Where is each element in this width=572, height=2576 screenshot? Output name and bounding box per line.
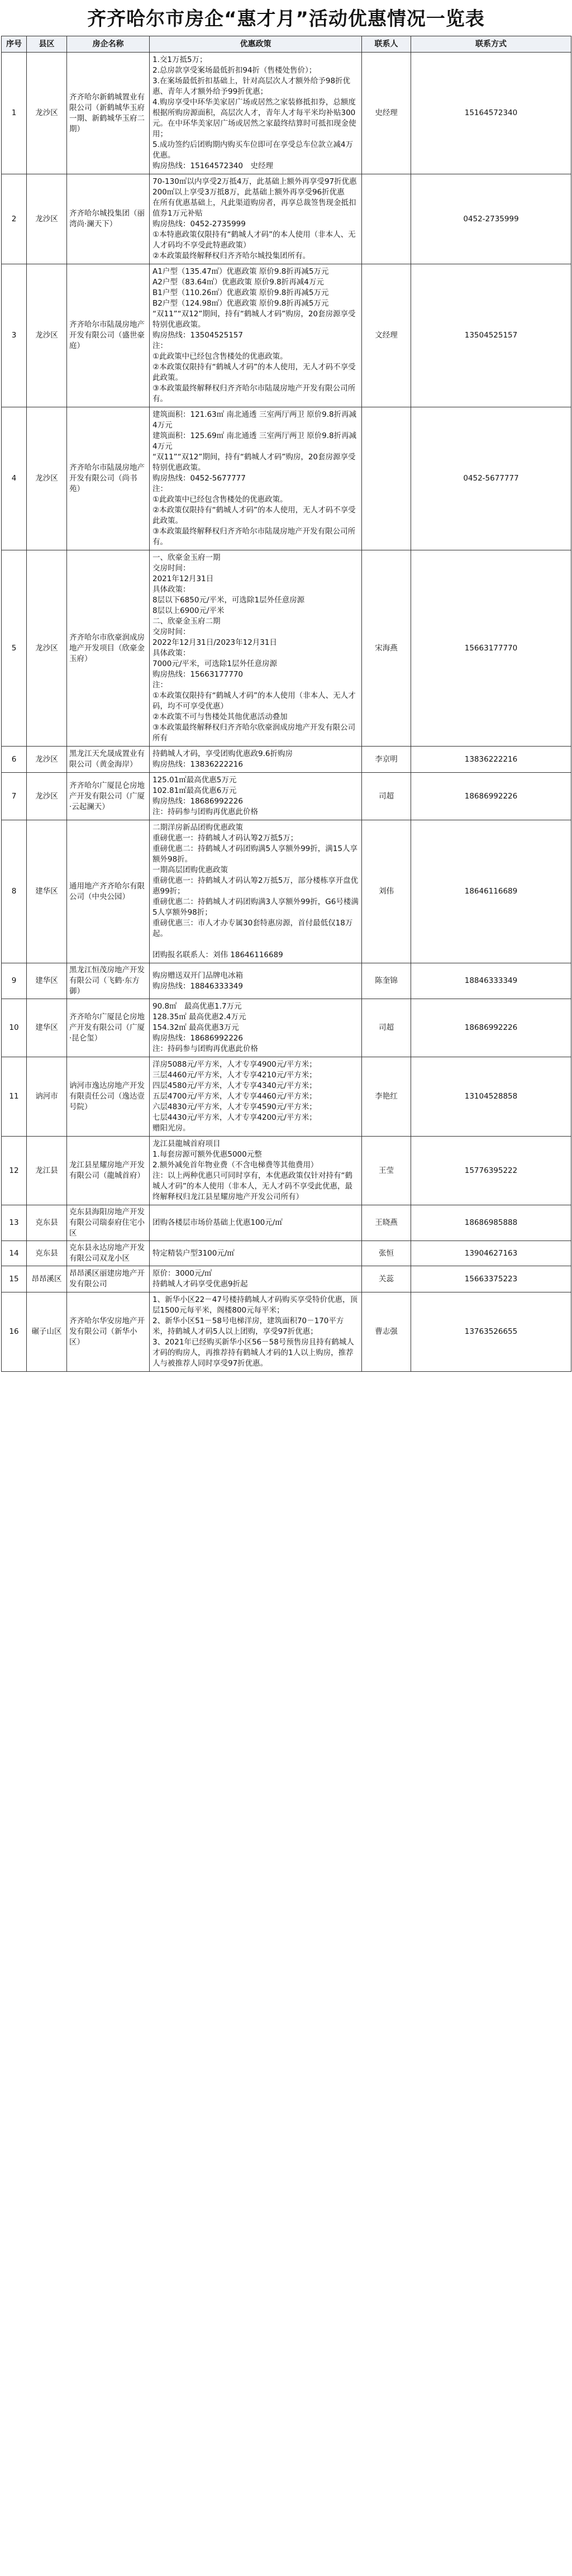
row-district: 龙沙区 bbox=[27, 773, 67, 820]
offer-line: 注：持码参与团购再优惠此价格 bbox=[152, 1044, 258, 1053]
row-contact: 陈奎锦 bbox=[362, 963, 411, 999]
offer-line: 重磅优惠三：市人才办专属30套特惠房源，首付最低仅18万起。 bbox=[152, 919, 353, 938]
offer-line: 1.每套房源可额外优惠5000元整 bbox=[152, 1150, 262, 1159]
row-seq: 16 bbox=[2, 1292, 27, 1372]
row-contact bbox=[362, 407, 411, 550]
row-contact: 王晓燕 bbox=[362, 1205, 411, 1241]
offer-line: 重磅优惠一：持鹤城人才码认筹2万抵5万； bbox=[152, 834, 298, 843]
row-phone: 0452-2735999 bbox=[411, 174, 571, 264]
offer-line: 4.购房享受中环华美家居广场或居然之家装修抵扣券，总额度根据所购房源面积，高层次人才，青年人才每平米均补贴300元。在中环华美家居广场或居然之家最终结算时可抵扣现金使用； bbox=[152, 98, 356, 139]
row-contact: 宋海燕 bbox=[362, 550, 411, 747]
row-offer bbox=[150, 1057, 362, 1137]
table-row bbox=[2, 1266, 571, 1292]
header-company: 房企名称 bbox=[67, 36, 150, 53]
row-offer bbox=[150, 747, 362, 773]
row-company: 齐齐哈尔华安房地产开发有限公司（新华小区） bbox=[67, 1292, 150, 1372]
offer-line: 一、欣豪金玉府一期 bbox=[152, 553, 221, 562]
offer-line: “双11”“双12”期间，持有“鹤城人才码”购房，20套房源享受特别优惠政策。 bbox=[152, 453, 356, 472]
offer-line: A2户型（83.64㎡）优惠政策 原价9.8折再减4万元 bbox=[152, 278, 324, 287]
offer-line: ③本政策最终解释权归齐齐哈尔市陆晟房地产开发有限公司所有。 bbox=[152, 384, 356, 403]
row-district: 龙江县 bbox=[27, 1137, 67, 1205]
offer-line: 在所有优惠基础上，凡此渠道购房者，再享总裁签售现金抵扣值券1万元补贴 bbox=[152, 198, 356, 218]
offer-line: 团购报名联系人：刘伟 18646116689 bbox=[152, 950, 283, 959]
offer-line: ②本政策不可与售楼处其他优惠活动叠加 bbox=[152, 712, 288, 721]
offer-line: 购房热线：18686992226 bbox=[152, 797, 243, 806]
offer-line: 具体政策： bbox=[152, 585, 190, 594]
row-company: 黑龙江天允晟成置业有限公司（黄金海岸） bbox=[67, 747, 150, 773]
offer-line: 2021年12月31日 bbox=[152, 574, 214, 583]
offer-line: 购房热线：18686992226 bbox=[152, 1034, 243, 1043]
row-offer bbox=[150, 1205, 362, 1241]
header-phone: 联系方式 bbox=[411, 36, 571, 53]
row-company: 齐齐哈尔城投集团（丽湾尚·澜天下） bbox=[67, 174, 150, 264]
offer-line: 五层4700元/平方米，人才专享4460元/平方米； bbox=[152, 1092, 317, 1101]
offer-line: “双11”“双12”期间，持有“鹤城人才码”购房，20套房源享受特别优惠政策。 bbox=[152, 310, 356, 329]
row-company: 齐齐哈尔市欣豪润成房地产开发项目（欣豪金玉府） bbox=[67, 550, 150, 747]
offer-line: 龙江县龍城首府项目 bbox=[152, 1139, 221, 1148]
header-district: 县区 bbox=[27, 36, 67, 53]
row-company: 齐齐哈尔广厦昆仑房地产开发有限公司（广厦·云起澜天） bbox=[67, 773, 150, 820]
offer-line: 二期洋房新品团购优惠政策 bbox=[152, 823, 243, 832]
row-offer bbox=[150, 1137, 362, 1205]
row-company: 齐齐哈尔市陆晟房地产开发有限公司（尚书苑） bbox=[67, 407, 150, 550]
row-phone: 13904627163 bbox=[411, 1241, 571, 1266]
row-seq: 12 bbox=[2, 1137, 27, 1205]
row-phone: 18686985888 bbox=[411, 1205, 571, 1241]
offer-line: 七层4430元/平方米，人才专享4200元/平方米； bbox=[152, 1113, 317, 1122]
table-row bbox=[2, 1205, 571, 1241]
table-row bbox=[2, 1137, 571, 1205]
offer-line: 5.成功签约后团购期内购买车位即可在享受总车位款立减4万优惠。 bbox=[152, 140, 353, 160]
row-offer bbox=[150, 53, 362, 174]
row-district: 克东县 bbox=[27, 1241, 67, 1266]
table-row bbox=[2, 1241, 571, 1266]
row-company: 齐齐哈尔广厦昆仑房地产开发有限公司（广厦·昆仑玺） bbox=[67, 999, 150, 1057]
discount-table bbox=[1, 36, 571, 1372]
offer-line: 2.额外减免首年物业费（不含电梯费等其他费用） bbox=[152, 1161, 318, 1170]
offer-line: 注： bbox=[152, 341, 168, 350]
row-district: 龙沙区 bbox=[27, 747, 67, 773]
row-district: 建华区 bbox=[27, 999, 67, 1057]
offer-line: 注：持码参与团购再优惠此价格 bbox=[152, 807, 258, 816]
offer-line: 洋房5088元/平方米，人才专享4900元/平方米； bbox=[152, 1060, 317, 1069]
page-title: 齐齐哈尔市房企“惠才月”活动优惠情况一览表 bbox=[87, 8, 485, 30]
offer-line: B1户型（110.26㎡）优惠政策 原价9.8折再减5万元 bbox=[152, 288, 329, 297]
offer-line: 六层4830元/平方米，人才专享4590元/平方米； bbox=[152, 1102, 317, 1111]
row-offer bbox=[150, 773, 362, 820]
offer-line: 重磅优惠一：持鹤城人才码认筹2万抵5万，部分楼栋享开盘优惠99折； bbox=[152, 876, 359, 896]
row-contact: 张恒 bbox=[362, 1241, 411, 1266]
row-seq: 6 bbox=[2, 747, 27, 773]
row-company: 讷河市逸达房地产开发有限责任公司（逸达壹号院） bbox=[67, 1057, 150, 1137]
offer-line: 购房热线：15164572340 史经理 bbox=[152, 161, 273, 170]
offer-line: 125.01㎡最高优惠5万元 bbox=[152, 776, 237, 785]
offer-line: 建筑面积：125.69㎡ 南北通透 三室两厅两卫 原价9.8折再减4万元 bbox=[152, 431, 357, 451]
offer-line: 3、2021年已经购买新华小区56－58号预售房且持有鹤城人才码的购房人，再推荐持有鹤城人才码的1人以上购房，推荐人与被推荐人同时享受97折优惠。 bbox=[152, 1338, 354, 1368]
offer-line: 3.在案场最低折扣基础上，针对高层次人才额外给予98折优惠、青年人才额外给予99折优惠； bbox=[152, 77, 351, 96]
row-phone: 15663177770 bbox=[411, 550, 571, 747]
row-contact: 王莹 bbox=[362, 1137, 411, 1205]
offer-line: ②本政策仅限持有“鹤城人才码”的本人使用，无人才码不享受此政策。 bbox=[152, 506, 356, 525]
header-contact: 联系人 bbox=[362, 36, 411, 53]
row-seq: 15 bbox=[2, 1266, 27, 1292]
row-district: 龙沙区 bbox=[27, 264, 67, 407]
row-contact bbox=[362, 174, 411, 264]
row-seq: 9 bbox=[2, 963, 27, 999]
offer-line: 交房时间： bbox=[152, 628, 190, 636]
offer-line: 建筑面积：121.63㎡ 南北通透 三室两厅两卫 原价9.8折再减4万元 bbox=[152, 410, 357, 430]
offer-line: 1、新华小区22－47号楼持鹤城人才码购买享受特价优惠，顶层1500元每平米，阁楼800元每平米； bbox=[152, 1295, 358, 1315]
offer-line: 8层以上6900元/平米 bbox=[152, 606, 225, 615]
row-phone: 18846333349 bbox=[411, 963, 571, 999]
offer-line: 2、新华小区51－58号电梯洋房，建筑面积70－170平方米，持鹤城人才码5人以上团购，享受97折优惠； bbox=[152, 1316, 344, 1336]
row-district: 昂昂溪区 bbox=[27, 1266, 67, 1292]
offer-line: 购房热线：18846333349 bbox=[152, 981, 243, 991]
row-district: 建华区 bbox=[27, 820, 67, 963]
row-district: 龙沙区 bbox=[27, 407, 67, 550]
offer-line: 70-130㎡以内享受2万抵4万，此基础上额外再享受97折优惠 bbox=[152, 177, 357, 186]
offer-line: ②本政策仅限持有“鹤城人才码”的本人使用，无人才码不享受此政策。 bbox=[152, 363, 356, 382]
row-contact: 史经理 bbox=[362, 53, 411, 174]
offer-line: ①此政策中已经包含售楼处的优惠政策。 bbox=[152, 495, 288, 504]
row-seq: 3 bbox=[2, 264, 27, 407]
row-district: 建华区 bbox=[27, 963, 67, 999]
row-company: 齐齐哈尔新鹤城置业有限公司（新鹤城华玉府一期、新鹤城华玉府二期） bbox=[67, 53, 150, 174]
row-seq: 13 bbox=[2, 1205, 27, 1241]
row-company: 克东县海阳房地产开发有限公司瑞泰府住宅小区 bbox=[67, 1205, 150, 1241]
row-contact: 刘伟 bbox=[362, 820, 411, 963]
row-district: 龙沙区 bbox=[27, 53, 67, 174]
row-contact: 李京明 bbox=[362, 747, 411, 773]
row-contact: 司超 bbox=[362, 773, 411, 820]
offer-line: 90.8㎡ 最高优惠1.7万元 bbox=[152, 1002, 242, 1011]
offer-line: 购房热线：13504525157 bbox=[152, 331, 243, 340]
row-phone: 0452-5677777 bbox=[411, 407, 571, 550]
offer-line: 三层4460元/平方米，人才专享4210元/平方米； bbox=[152, 1071, 317, 1080]
row-offer bbox=[150, 407, 362, 550]
row-seq: 10 bbox=[2, 999, 27, 1057]
offer-line: 1.交1万抵5万； bbox=[152, 55, 207, 64]
row-company: 齐齐哈尔市陆晟房地产开发有限公司（盛世豪庭） bbox=[67, 264, 150, 407]
row-district: 龙沙区 bbox=[27, 550, 67, 747]
table-row bbox=[2, 1292, 571, 1372]
row-phone: 15776395222 bbox=[411, 1137, 571, 1205]
offer-line: 持鹤城人才码，享受团购优惠政9.6折购房 bbox=[152, 749, 293, 758]
offer-line: ①本政策仅限持有“鹤城人才码”的本人使用（非本人、无人才码，均不可享受优惠） bbox=[152, 691, 356, 711]
offer-line: 购房热线：0452-2735999 bbox=[152, 220, 246, 229]
table-row bbox=[2, 820, 571, 963]
offer-line: 2.总房款享受案场最低折扣94折（售楼处售价）； bbox=[152, 66, 317, 75]
offer-line: 注： bbox=[152, 681, 168, 690]
row-seq: 4 bbox=[2, 407, 27, 550]
table-row bbox=[2, 773, 571, 820]
offer-line bbox=[152, 939, 359, 950]
offer-line: 交房时间： bbox=[152, 564, 190, 573]
row-phone: 15663375223 bbox=[411, 1266, 571, 1292]
row-phone: 15164572340 bbox=[411, 53, 571, 174]
row-offer bbox=[150, 999, 362, 1057]
row-company: 龙江县星耀房地产开发有限公司（龍城首府） bbox=[67, 1137, 150, 1205]
table-row bbox=[2, 53, 571, 174]
row-company: 昂昂溪区丽建房地产开发有限公司 bbox=[67, 1266, 150, 1292]
table-row bbox=[2, 747, 571, 773]
offer-line: 持鹤城人才码享受优惠9折起 bbox=[152, 1280, 248, 1289]
row-seq: 7 bbox=[2, 773, 27, 820]
row-phone: 13836222216 bbox=[411, 747, 571, 773]
offer-line: ②本政策最终解释权归齐齐哈尔城投集团所有。 bbox=[152, 251, 311, 260]
table-row bbox=[2, 963, 571, 999]
offer-line: 购房热线：0452-5677777 bbox=[152, 474, 246, 483]
offer-line: 团购各楼层市场价基础上优惠100元/㎡ bbox=[152, 1218, 283, 1227]
row-seq: 14 bbox=[2, 1241, 27, 1266]
table-row bbox=[2, 550, 571, 747]
row-offer bbox=[150, 1241, 362, 1266]
row-phone: 18686992226 bbox=[411, 773, 571, 820]
row-contact: 关蕊 bbox=[362, 1266, 411, 1292]
row-seq: 1 bbox=[2, 53, 27, 174]
offer-line: B2户型（124.98㎡）优惠政策 原价9.8折再减5万元 bbox=[152, 299, 329, 308]
offer-line: 8层以下6850元/平米，可选除1层外任意房源 bbox=[152, 596, 305, 605]
row-offer bbox=[150, 264, 362, 407]
offer-line: 购房热线：13836222216 bbox=[152, 760, 243, 769]
offer-line: 128.35㎡ 最高优惠2.4万元 bbox=[152, 1013, 246, 1021]
offer-line: 重磅优惠二：持鹤城人才码团购满3人享额外99折，G6号楼满5人享额外98折； bbox=[152, 897, 359, 917]
offer-line: 原价：3000元/㎡ bbox=[152, 1269, 212, 1278]
offer-line: 200㎡以上享受3万抵8万，此基础上额外再享受96折优惠 bbox=[152, 188, 345, 197]
row-contact: 司超 bbox=[362, 999, 411, 1057]
offer-line: 一期高层团购优惠政策 bbox=[152, 866, 228, 874]
offer-line: 购房赠送双开门品牌电冰箱 bbox=[152, 971, 243, 980]
offer-line: ①此政策中已经包含售楼处的优惠政策。 bbox=[152, 352, 288, 361]
row-phone: 18646116689 bbox=[411, 820, 571, 963]
offer-line: 2022年12月31日/2023年12月31日 bbox=[152, 638, 277, 647]
offer-line: 102.81㎡最高优惠6万元 bbox=[152, 786, 237, 795]
header-offer: 优惠政策 bbox=[150, 36, 362, 53]
table-row bbox=[2, 407, 571, 550]
offer-line: 四层4580元/平方米，人才专享4340元/平方米； bbox=[152, 1081, 317, 1090]
table-row bbox=[2, 1057, 571, 1137]
row-contact: 曹志强 bbox=[362, 1292, 411, 1372]
row-phone: 13104528858 bbox=[411, 1057, 571, 1137]
offer-line: A1户型（135.47㎡）优惠政策 原价9.8折再减5万元 bbox=[152, 267, 329, 276]
offer-line: 特定精装户型3100元/㎡ bbox=[152, 1248, 235, 1258]
offer-line: 购房热线：15663177770 bbox=[152, 670, 243, 679]
offer-line: 赠阳光房。 bbox=[152, 1124, 190, 1133]
row-district: 碾子山区 bbox=[27, 1292, 67, 1372]
row-district: 龙沙区 bbox=[27, 174, 67, 264]
row-offer bbox=[150, 550, 362, 747]
row-company: 克东县永达房地产开发有限公司双龙小区 bbox=[67, 1241, 150, 1266]
header-seq: 序号 bbox=[2, 36, 27, 53]
offer-line: 重磅优惠二：持鹤城人才码团购满5人享额外99折，满15人享额外98折。 bbox=[152, 844, 358, 864]
table-row bbox=[2, 999, 571, 1057]
offer-line: 注：以上两种优惠只可同时享有，本优惠政策仅针对持有“鹤城人才码”的本人使用（非本人，无人才码不享受此优惠，最终解释权归龙江县星耀房地产开发公司所有） bbox=[152, 1171, 352, 1201]
row-offer bbox=[150, 820, 362, 963]
row-seq: 8 bbox=[2, 820, 27, 963]
offer-line: 注： bbox=[152, 484, 168, 493]
row-district: 讷河市 bbox=[27, 1057, 67, 1137]
table-body bbox=[2, 53, 571, 1372]
row-seq: 5 bbox=[2, 550, 27, 747]
offer-line: ①本特惠政策仅限持有“鹤城人才码”的本人使用（非本人、无人才码均不享受此特惠政策） bbox=[152, 230, 356, 250]
table-row bbox=[2, 174, 571, 264]
table-header-row bbox=[2, 36, 571, 53]
row-company: 通用地产齐齐哈尔有限公司（中央公园） bbox=[67, 820, 150, 963]
row-offer bbox=[150, 963, 362, 999]
offer-line: ③本政策最终解释权归齐齐哈尔市陆晟房地产开发有限公司所有。 bbox=[152, 527, 356, 546]
row-seq: 11 bbox=[2, 1057, 27, 1137]
row-offer bbox=[150, 174, 362, 264]
row-contact: 李艳红 bbox=[362, 1057, 411, 1137]
row-offer bbox=[150, 1266, 362, 1292]
row-phone: 13504525157 bbox=[411, 264, 571, 407]
offer-line: 具体政策： bbox=[152, 649, 190, 658]
row-phone: 18686992226 bbox=[411, 999, 571, 1057]
row-district: 克东县 bbox=[27, 1205, 67, 1241]
table-row bbox=[2, 264, 571, 407]
offer-line: ③本政策最终解释权归齐齐哈尔欣豪润成房地产开发有限公司所有 bbox=[152, 723, 356, 743]
row-phone: 13763526655 bbox=[411, 1292, 571, 1372]
row-offer bbox=[150, 1292, 362, 1372]
row-contact: 文经理 bbox=[362, 264, 411, 407]
offer-line: 7000元/平米，可选除1层外任意房源 bbox=[152, 659, 277, 668]
offer-line: 二、欣豪金玉府二期 bbox=[152, 617, 221, 626]
row-seq: 2 bbox=[2, 174, 27, 264]
row-company: 黑龙江恒茂房地产开发有限公司（飞鹤·东方御） bbox=[67, 963, 150, 999]
offer-line: 154.32㎡ 最高优惠3万元 bbox=[152, 1023, 239, 1032]
